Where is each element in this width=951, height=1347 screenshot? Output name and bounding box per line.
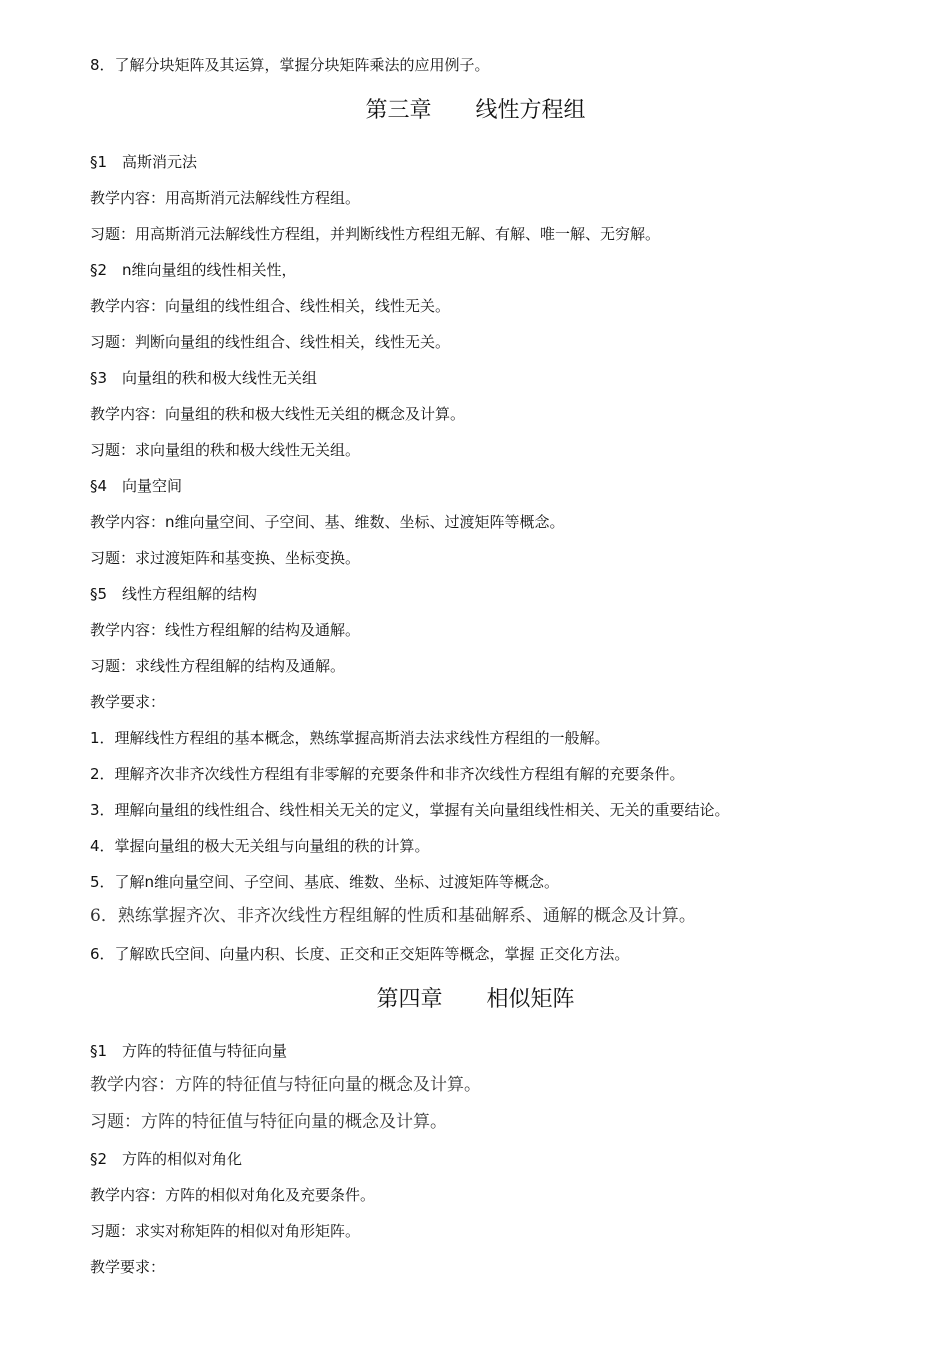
section-4-exercise: 习题：求过渡矩阵和基变换、坐标变换。 bbox=[90, 549, 361, 567]
requirements-heading: 教学要求： bbox=[90, 693, 166, 711]
ch4-section-1-heading: §1 方阵的特征值与特征向量 bbox=[90, 1042, 288, 1060]
requirement-item-5: 5．了解n维向量空间、子空间、基底、维数、坐标、过渡矩阵等概念。 bbox=[90, 873, 560, 891]
section-3-content: 教学内容：向量组的秩和极大线性无关组的概念及计算。 bbox=[90, 405, 466, 423]
section-2-heading: §2 n维向量组的线性相关性， bbox=[90, 261, 297, 279]
section-2-exercise: 习题：判断向量组的线性组合、线性相关，线性无关。 bbox=[90, 333, 451, 351]
section-2-content: 教学内容：向量组的线性组合、线性相关，线性无关。 bbox=[90, 297, 451, 315]
ch4-section-2-exercise: 习题：求实对称矩阵的相似对角形矩阵。 bbox=[90, 1222, 361, 1240]
section-1-exercise: 习题：用高斯消元法解线性方程组，并判断线性方程组无解、有解、唯一解、无穷解。 bbox=[90, 225, 661, 243]
section-1-heading: §1 高斯消元法 bbox=[90, 153, 198, 171]
requirement-item-6a: 6．熟练掌握齐次、非齐次线性方程组解的性质和基础解系、通解的概念及计算。 bbox=[90, 906, 696, 926]
requirement-item-2: 2．理解齐次非齐次线性方程组有非零解的充要条件和非齐次线性方程组有解的充要条件。 bbox=[90, 765, 685, 783]
ch4-section-1-content: 教学内容：方阵的特征值与特征向量的概念及计算。 bbox=[90, 1075, 481, 1095]
chapter-4-title: 第四章 相似矩阵 bbox=[376, 987, 575, 1012]
section-1-content: 教学内容：用高斯消元法解线性方程组。 bbox=[90, 189, 361, 207]
ch4-requirements-heading: 教学要求： bbox=[90, 1258, 166, 1276]
section-3-heading: §3 向量组的秩和极大线性无关组 bbox=[90, 369, 318, 387]
requirement-item-4: 4．掌握向量组的极大无关组与向量组的秩的计算。 bbox=[90, 837, 430, 855]
requirement-item-8: 8．了解分块矩阵及其运算，掌握分块矩阵乘法的应用例子。 bbox=[90, 56, 490, 74]
chapter-3-title: 第三章 线性方程组 bbox=[365, 98, 586, 123]
ch4-section-1-exercise: 习题：方阵的特征值与特征向量的概念及计算。 bbox=[90, 1112, 447, 1132]
ch4-section-2-content: 教学内容：方阵的相似对角化及充要条件。 bbox=[90, 1186, 376, 1204]
section-5-content: 教学内容：线性方程组解的结构及通解。 bbox=[90, 621, 361, 639]
section-5-heading: §5 线性方程组解的结构 bbox=[90, 585, 258, 603]
requirement-item-3: 3．理解向量组的线性组合、线性相关无关的定义，掌握有关向量组线性相关、无关的重要结论。 bbox=[90, 801, 730, 819]
section-4-heading: §4 向量空间 bbox=[90, 477, 183, 495]
section-4-content: 教学内容：n维向量空间、子空间、基、维数、坐标、过渡矩阵等概念。 bbox=[90, 513, 565, 531]
requirement-item-1: 1．理解线性方程组的基本概念，熟练掌握高斯消去法求线性方程组的一般解。 bbox=[90, 729, 610, 747]
section-5-exercise: 习题：求线性方程组解的结构及通解。 bbox=[90, 657, 346, 675]
section-3-exercise: 习题：求向量组的秩和极大线性无关组。 bbox=[90, 441, 361, 459]
ch4-section-2-heading: §2 方阵的相似对角化 bbox=[90, 1150, 243, 1168]
requirement-item-6b: 6．了解欧氏空间、向量内积、长度、正交和正交矩阵等概念，掌握 正交化方法。 bbox=[90, 945, 630, 963]
